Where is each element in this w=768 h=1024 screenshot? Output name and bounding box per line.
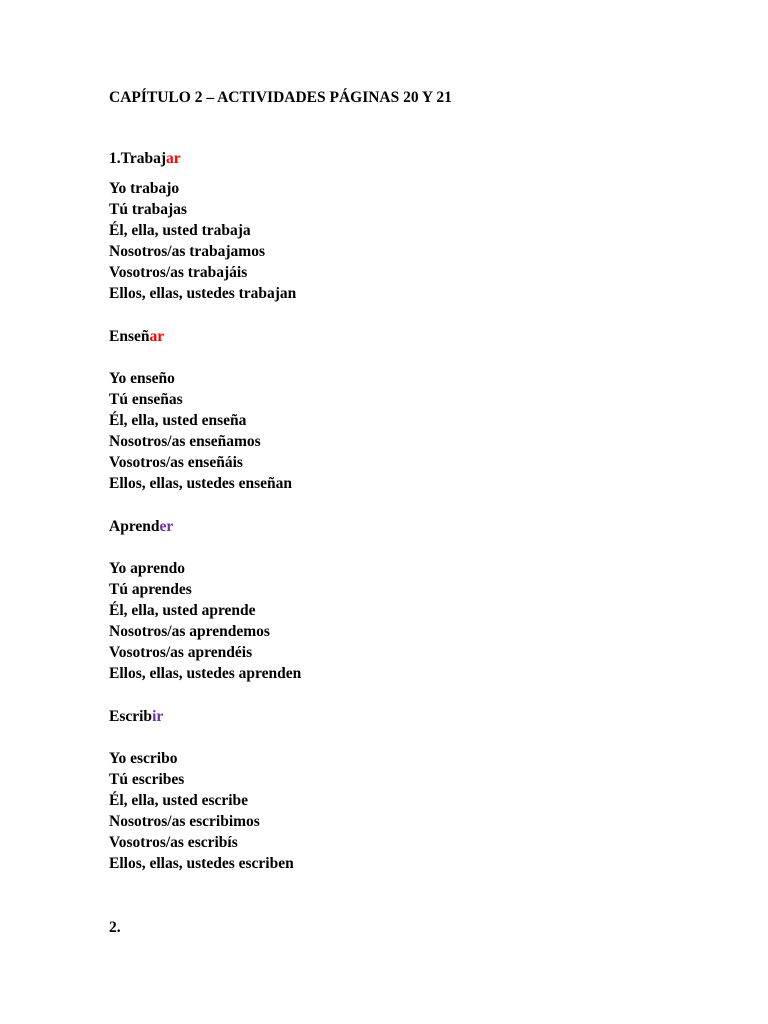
conjugation-line: Vosotros/as escribís xyxy=(109,834,238,851)
conjugation-line: Ellos, ellas, ustedes aprenden xyxy=(109,665,302,682)
conjugation-line: Nosotros/as aprendemos xyxy=(109,623,270,640)
conjugation-line: Él, ella, usted aprende xyxy=(109,602,256,619)
verb-stem: 1.Trabaj xyxy=(109,150,166,167)
verb-stem: Escrib xyxy=(109,708,153,725)
verb-ending: ar xyxy=(165,150,181,167)
verb-heading-escribir xyxy=(109,706,163,727)
conjugation-line: Nosotros/as escribimos xyxy=(109,813,260,830)
conjugation-line: Yo enseño xyxy=(109,370,175,387)
conjugation-line: Tú enseñas xyxy=(109,391,183,408)
conjugation-line: Tú trabajas xyxy=(109,201,187,218)
conjugation-line: Tú aprendes xyxy=(109,581,192,598)
conjugation-line: Ellos, ellas, ustedes escriben xyxy=(109,855,294,872)
verb-ending: ir xyxy=(152,708,164,725)
conjugation-line: Vosotros/as enseñáis xyxy=(109,454,243,471)
verb-ending: ar xyxy=(149,328,165,345)
conjugation-line: Vosotros/as aprendéis xyxy=(109,644,253,661)
conjugation-line: Yo aprendo xyxy=(109,560,185,577)
conjugation-line: Él, ella, usted trabaja xyxy=(109,222,251,239)
conjugation-line: Ellos, ellas, ustedes trabajan xyxy=(109,285,297,302)
conjugation-line: Vosotros/as trabajáis xyxy=(109,264,248,281)
conjugation-line: Tú escribes xyxy=(109,771,185,788)
conjugation-line: Ellos, ellas, ustedes enseñan xyxy=(109,475,293,492)
verb-ending: er xyxy=(159,518,174,535)
verb-stem: Enseñ xyxy=(109,328,150,345)
conjugation-line: Él, ella, usted enseña xyxy=(109,412,247,429)
verb-heading-ensenar xyxy=(109,326,164,347)
section-number: 2. xyxy=(109,919,121,936)
verb-stem: Aprend xyxy=(109,518,160,535)
verb-heading-trabajar xyxy=(109,148,181,169)
document-title: CAPÍTULO 2 – ACTIVIDADES PÁGINAS 20 Y 21 xyxy=(109,89,452,106)
conjugation-line: Yo trabajo xyxy=(109,180,180,197)
conjugation-line: Nosotros/as trabajamos xyxy=(109,243,265,260)
verb-heading-aprender xyxy=(109,516,173,537)
conjugation-line: Yo escribo xyxy=(109,750,178,767)
conjugation-line: Él, ella, usted escribe xyxy=(109,792,249,809)
conjugation-line: Nosotros/as enseñamos xyxy=(109,433,261,450)
